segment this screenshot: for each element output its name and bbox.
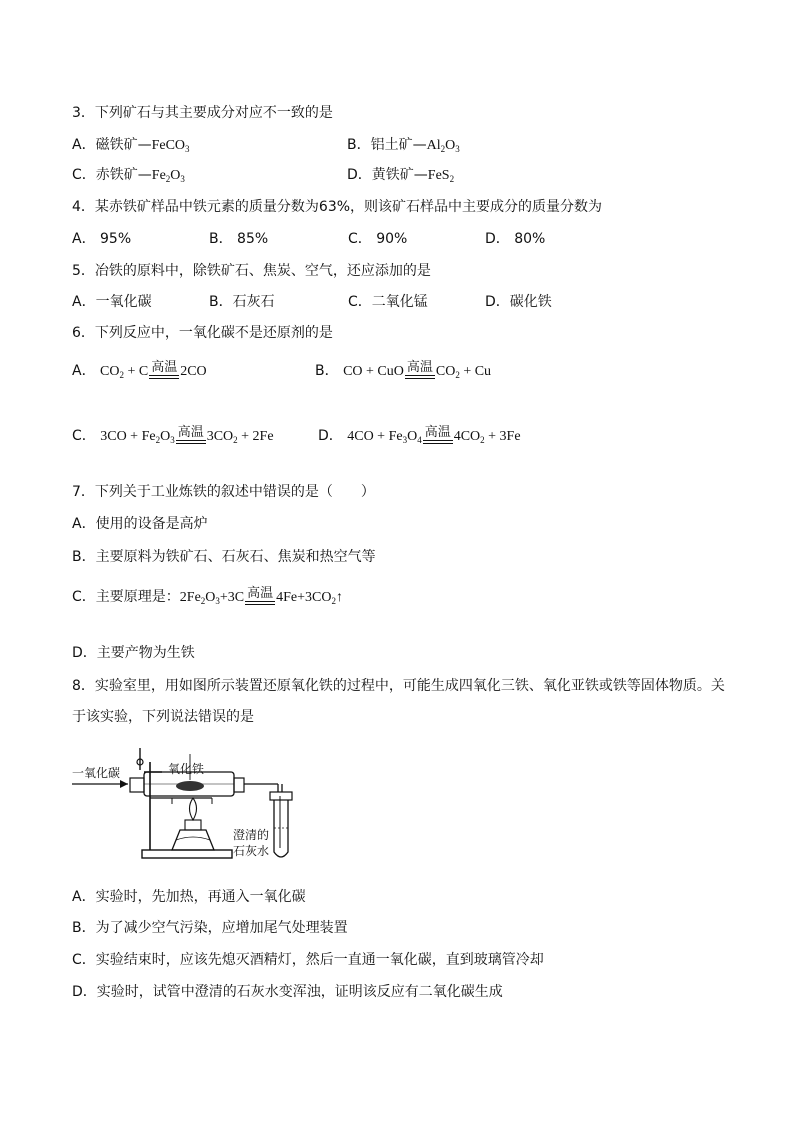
q3-option-d[interactable]: [347, 165, 454, 186]
q3-option-b-formula: $Al_2O_3$: [426, 138, 460, 154]
q5-option-d[interactable]: D．碳化铁: [485, 294, 552, 310]
q3-option-c[interactable]: [72, 165, 185, 186]
test-tube-stopper: [270, 792, 292, 800]
q3-option-c-label: C．赤铁矿—: [72, 167, 152, 183]
q7-option-c[interactable]: [72, 584, 343, 608]
q6-option-d-equation: $4CO + Fe_3O_4$ 高温 $4CO_2 + 3Fe$: [347, 425, 521, 445]
figure-label-co: 一氧化碳: [72, 766, 121, 780]
q6-option-d-label: D．: [318, 428, 343, 444]
stand-base: [142, 850, 232, 858]
q5-option-a[interactable]: A．一氧化碳: [72, 294, 152, 310]
high-temp-condition: 高温: [424, 425, 451, 440]
flame: [190, 798, 197, 820]
q3-option-d-formula: FeS$_2$: [427, 168, 455, 184]
q6-option-b-equation: CO + CuO 高温 $CO_2 + Cu$: [343, 360, 492, 380]
q3-option-a-formula: FeCO$_3$: [151, 138, 190, 154]
q8-stem-line1: 8．实验室里，用如图所示装置还原氧化铁的过程中，可能生成四氧化三铁、氧化亚铁或铁等固体物质。关: [72, 678, 725, 694]
q3-option-b-label: B．铝土矿—: [347, 137, 427, 153]
stopper-right: [234, 778, 244, 792]
q6-option-a-equation: $CO_2 + C$ 高温 2CO: [100, 360, 207, 380]
q3-option-d-label: D．黄铁矿—: [347, 167, 428, 183]
q7-option-b[interactable]: B．主要原料为铁矿石、石灰石、焦炭和热空气等: [72, 549, 376, 565]
q4-option-d[interactable]: D． 80%: [485, 231, 546, 247]
q4-stem: 4．某赤铁矿样品中铁元素的质量分数为63%，则该矿石样品中主要成分的质量分数为: [72, 199, 603, 215]
high-temp-condition: 高温: [406, 360, 433, 375]
q3-option-a[interactable]: [72, 135, 190, 156]
figure-label-limewater-1: 澄清的: [233, 828, 270, 842]
q4-option-c[interactable]: C． 90%: [348, 231, 408, 247]
q4-option-a[interactable]: A． 95%: [72, 231, 132, 247]
stopper-left: [130, 778, 144, 792]
q6-option-b[interactable]: [315, 358, 491, 382]
q4-option-b[interactable]: B． 85%: [209, 231, 269, 247]
q3-stem: 3．下列矿石与其主要成分对应不一致的是: [72, 105, 333, 121]
q5-option-b[interactable]: B．石灰石: [209, 294, 275, 310]
test-tube: [274, 800, 288, 857]
q3-option-a-label: A．磁铁矿—: [72, 137, 152, 153]
q6-option-d[interactable]: [318, 423, 521, 447]
q3-option-c-formula: $Fe_2O_3$: [151, 168, 185, 184]
lamp-wick-holder: [185, 820, 201, 830]
q5-option-c[interactable]: C．二氧化锰: [348, 294, 428, 310]
q7-stem: 7．下列关于工业炼铁的叙述中错误的是（ ）: [72, 484, 375, 500]
q7-option-c-label: C．主要原理是：: [72, 589, 180, 605]
figure-label-limewater-2: 石灰水: [233, 844, 270, 858]
q7-option-a[interactable]: A．使用的设备是高炉: [72, 516, 208, 532]
q6-option-a-label: A．: [72, 363, 96, 379]
q8-option-b[interactable]: B．为了减少空气污染，应增加尾气处理装置: [72, 920, 348, 936]
q6-option-c-label: C．: [72, 428, 96, 444]
alcohol-lamp: [172, 830, 214, 850]
q6-stem: 6．下列反应中，一氧化碳不是还原剂的是: [72, 325, 333, 341]
q8-option-c[interactable]: C．实验结束时，应该先熄灭酒精灯，然后一直通一氧化碳，直到玻璃管冷却: [72, 952, 544, 968]
q8-option-a[interactable]: A．实验时，先加热，再通入一氧化碳: [72, 889, 306, 905]
q7-option-c-equation: $2Fe_2O_3+3C$ 高温 $4Fe+3CO_2↑$: [179, 586, 343, 606]
high-temp-condition: 高温: [177, 425, 204, 440]
q6-option-c[interactable]: [72, 423, 274, 447]
figure-label-iron-oxide: 氧化铁: [168, 762, 205, 776]
q5-stem: 5．冶铁的原料中，除铁矿石、焦炭、空气，还应添加的是: [72, 263, 431, 279]
q3-option-b[interactable]: [347, 135, 460, 156]
q7-option-d[interactable]: D．主要产物为生铁: [72, 645, 195, 661]
q6-option-c-equation: $3CO + Fe_2O_3$ 高温 $3CO_2 + 2Fe$: [100, 425, 274, 445]
q6-option-b-label: B．: [315, 363, 339, 379]
high-temp-condition: 高温: [151, 360, 178, 375]
q8-stem-line2: 于该实验，下列说法错误的是: [72, 709, 254, 725]
q8-option-d[interactable]: D．实验时，试管中澄清的石灰水变浑浊，证明该反应有二氧化碳生成: [72, 984, 503, 1000]
iron-oxide-sample: [176, 781, 204, 791]
q6-option-a[interactable]: [72, 358, 207, 382]
high-temp-condition: 高温: [247, 586, 274, 601]
